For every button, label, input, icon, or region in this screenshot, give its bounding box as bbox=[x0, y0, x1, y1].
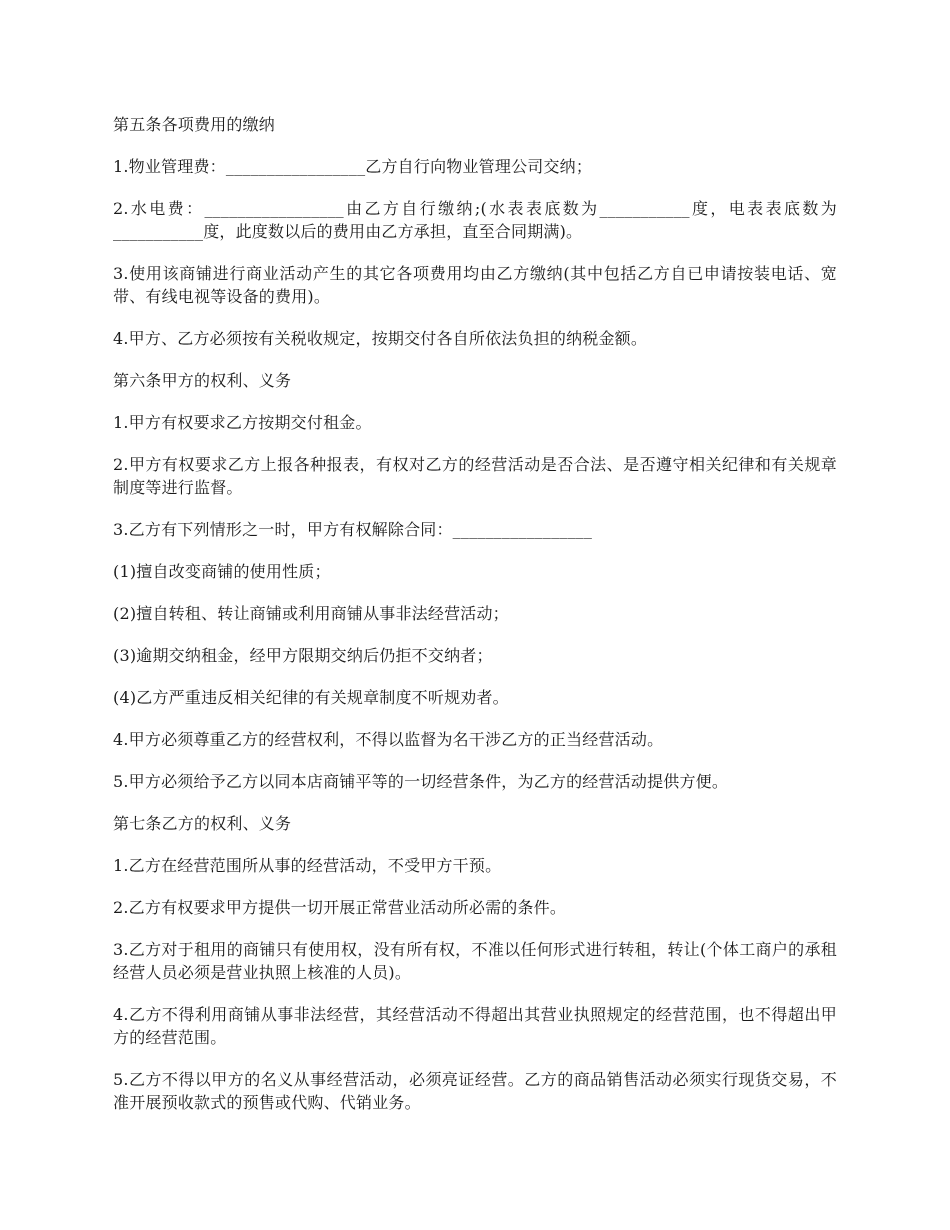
section-heading-6: 第六条甲方的权利、义务 bbox=[113, 371, 292, 390]
sub-clause-paragraph: (3)逾期交纳租金，经甲方限期交纳后仍拒不交纳者； bbox=[113, 646, 493, 665]
clause-paragraph: 1.物业管理费：_________________乙方自行向物业管理公司交纳； bbox=[113, 157, 593, 176]
sub-clause-paragraph: (1)擅自改变商铺的使用性质； bbox=[113, 562, 331, 581]
document-page bbox=[113, 113, 837, 1133]
clause-paragraph: 3.乙方对于租用的商铺只有使用权，没有所有权，不准以任何形式进行转租，转让(个体工商户的承租经营人员必须是营业执照上核准的人员)。 bbox=[113, 940, 837, 982]
section-heading-7: 第七条乙方的权利、义务 bbox=[113, 814, 292, 833]
clause-paragraph: 4.乙方不得利用商铺从事非法经营，其经营活动不得超出其营业执照规定的经营范围，也不得超出甲方的经营范围。 bbox=[113, 1005, 837, 1047]
clause-paragraph: 2.乙方有权要求甲方提供一切开展正常营业活动所必需的条件。 bbox=[113, 898, 567, 917]
clause-paragraph: 4.甲方必须尊重乙方的经营权利，不得以监督为名干涉乙方的正当经营活动。 bbox=[113, 730, 664, 749]
clause-paragraph: 5.乙方不得以甲方的名义从事经营活动，必须亮证经营。乙方的商品销售活动必须实行现货交易，不准开展预收款式的预售或代购、代销业务。 bbox=[113, 1070, 837, 1112]
clause-paragraph: 3.乙方有下列情形之一时，甲方有权解除合同：_________________ bbox=[113, 520, 593, 539]
clause-paragraph: 1.乙方在经营范围所从事的经营活动，不受甲方干预。 bbox=[113, 856, 502, 875]
section-heading-5: 第五条各项费用的缴纳 bbox=[113, 115, 276, 134]
clause-paragraph: 1.甲方有权要求乙方按期交付租金。 bbox=[113, 413, 372, 432]
clause-paragraph: 4.甲方、乙方必须按有关税收规定，按期交付各自所依法负担的纳税金额。 bbox=[113, 329, 648, 348]
clause-paragraph: 3.使用该商铺进行商业活动产生的其它各项费用均由乙方缴纳(其中包括乙方自已申请按装电话、宽带、有线电视等设备的费用)。 bbox=[113, 264, 837, 306]
clause-paragraph: 2.水电费：_________________由乙方自行缴纳;(水表表底数为___________度，电表表底数为___________度，此度数以后的费用由乙方承担，直至合同期满)。 bbox=[113, 199, 837, 241]
sub-clause-paragraph: (4)乙方严重违反相关纪律的有关规章制度不听规劝者。 bbox=[113, 688, 509, 707]
clause-paragraph: 5.甲方必须给予乙方以同本店商铺平等的一切经营条件，为乙方的经营活动提供方便。 bbox=[113, 772, 729, 791]
clause-paragraph: 2.甲方有权要求乙方上报各种报表，有权对乙方的经营活动是否合法、是否遵守相关纪律和有关规章制度等进行监督。 bbox=[113, 455, 837, 497]
sub-clause-paragraph: (2)擅自转租、转让商铺或利用商铺从事非法经营活动； bbox=[113, 604, 509, 623]
